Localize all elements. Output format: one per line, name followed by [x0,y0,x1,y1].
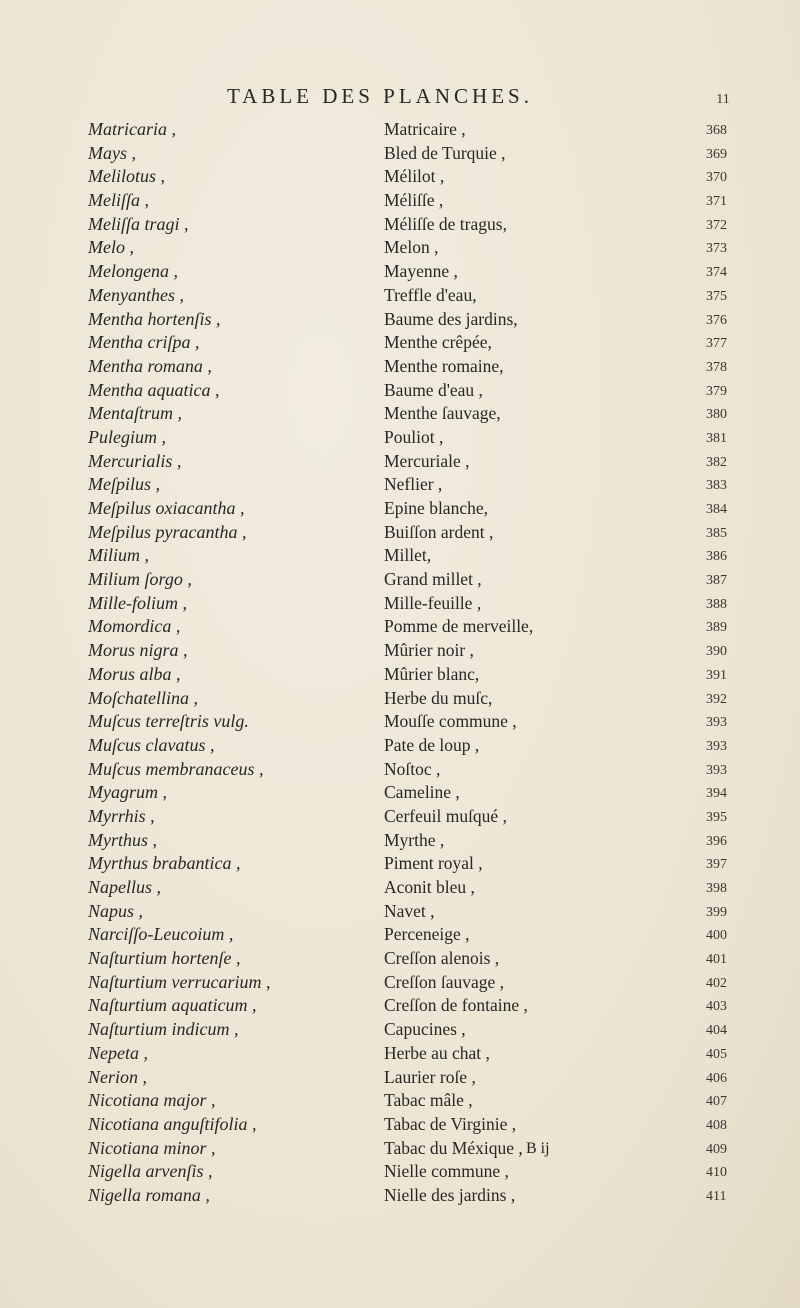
plate-number: 405 [706,1046,727,1062]
french-name: Melon , [384,237,439,258]
latin-name: Muſcus terreſtris vulg. [88,711,249,732]
latin-name: Naſturtium indicum , [88,1019,239,1040]
plate-number: 388 [706,596,727,612]
french-name: Méliſſe de tragus, [384,213,507,234]
list-item [0,1089,800,1113]
latin-name: Matricaria , [88,119,176,139]
plate-number: 393 [706,762,727,778]
plate-number: 374 [706,265,727,281]
plate-number: 399 [706,904,727,920]
list-item [0,379,800,403]
latin-name: Mercurialis , [88,450,182,471]
french-name: Capucines , [384,1019,466,1040]
latin-name: Napellus , [88,877,162,897]
latin-name: Napus , [88,900,144,921]
plate-number: 409 [706,1141,727,1157]
french-name: Grand millet , [384,569,482,590]
list-item [0,592,800,616]
latin-name: Nigella romana , [88,1184,210,1205]
list-item [0,994,800,1018]
french-name: Tabac de Virginie , [384,1113,517,1134]
list-item [0,1113,800,1137]
plate-number: 400 [706,928,727,944]
plate-number: 398 [706,881,727,896]
plate-number: 394 [706,786,727,802]
plate-number: 395 [706,809,727,825]
plate-number: 392 [706,691,727,707]
list-item [0,876,800,900]
french-name: Mille-feuille , [384,592,482,613]
latin-name: Mille-folium , [88,592,187,613]
plate-number: 403 [706,999,727,1015]
list-item [0,900,800,924]
french-name: Mayenne , [384,261,458,282]
latin-name: Melilotus , [88,166,165,187]
plate-number: 411 [706,1188,727,1204]
latin-name: Myagrum , [88,782,167,803]
list-item [0,1184,800,1208]
plate-number: 373 [706,241,727,257]
french-name: Epine blanche, [384,498,488,518]
latin-name: Mentha criſpa , [88,332,200,353]
french-name: Cerfeuil muſqué , [384,805,507,826]
list-item [0,1018,800,1042]
list-item [0,781,800,805]
plate-number: 396 [706,833,727,849]
plate-number: 384 [706,502,727,517]
french-name: Méliſſe , [384,190,444,211]
plate-number: 386 [706,549,727,565]
list-item [0,1160,800,1184]
latin-name: Morus alba , [88,663,181,684]
plate-number: 406 [706,1070,727,1086]
french-name: Creſſon ſauvage , [384,971,505,992]
latin-name: Mentha hortenſis , [88,308,221,329]
latin-name: Meliſſa tragi , [88,213,189,234]
latin-name: Milium , [88,545,149,566]
plate-number: 402 [706,975,727,991]
latin-name: Myrrhis , [88,805,155,826]
french-name: Baume d'eau , [384,379,483,400]
latin-name: Mentaſtrum , [88,403,182,424]
french-name: Aconit bleu , [384,877,475,897]
latin-name: Moſchatellina , [88,687,198,708]
french-name: Herbe du muſc, [384,687,493,708]
french-name: Bled de Turquie , [384,142,506,163]
list-item [0,544,800,568]
plate-number: 393 [706,715,727,731]
page-number: 11 [716,92,730,107]
french-name: Creſſon alenois , [384,948,500,969]
plate-number: 381 [706,430,727,446]
latin-name: Mays , [88,142,136,163]
latin-name: Morus nigra , [88,640,188,661]
latin-name: Nicotiana major , [88,1090,216,1111]
list-item [0,284,800,308]
plate-number: 380 [706,407,727,423]
plates-index-list [0,118,800,1208]
list-item [0,687,800,711]
list-item [0,947,800,971]
plate-number: 371 [706,194,727,210]
french-name: Mûrier noir , [384,640,474,661]
french-name: Cameline , [384,782,460,803]
french-name: Mûrier blanc, [384,663,480,684]
french-name: Mercuriale , [384,450,470,471]
list-item [0,639,800,663]
french-name: Pate de loup , [384,734,480,755]
plate-number: 401 [706,952,727,968]
plate-number: 369 [706,146,727,162]
plate-number: 389 [706,620,727,636]
latin-name: Menyanthes , [88,284,184,305]
french-name: Tabac mâle , [384,1090,473,1111]
plate-number: 385 [706,525,727,541]
french-name: Tabac du Méxique , [384,1137,523,1158]
latin-name: Mentha aquatica , [88,379,220,400]
list-item [0,331,800,355]
latin-name: Myrthus , [88,829,157,850]
french-name: Mélilot , [384,166,445,187]
latin-name: Milium ſorgo , [88,569,192,590]
french-name: Creſſon de fontaine , [384,995,528,1016]
french-name: Buiſſon ardent , [384,521,494,542]
list-item [0,710,800,734]
list-item [0,355,800,379]
list-item [0,260,800,284]
list-item [0,1137,800,1161]
plate-number: 379 [706,383,727,399]
list-item [0,805,800,829]
latin-name: Nepeta , [88,1042,148,1063]
plate-number: 382 [706,454,727,470]
list-item [0,450,800,474]
plate-number: 377 [706,336,727,352]
french-name: Neflier , [384,474,443,495]
french-name: Pouliot , [384,426,444,447]
french-name: Noſtoc , [384,758,441,779]
list-item [0,118,800,142]
list-item [0,497,800,521]
plate-number: 397 [706,857,727,873]
french-name: Menthe ſauvage, [384,403,501,424]
french-name: Baume des jardins, [384,308,518,329]
plate-number: 368 [706,123,727,138]
latin-name: Meliſſa , [88,190,149,211]
list-item [0,663,800,687]
plate-number: 393 [706,738,727,754]
list-item [0,923,800,947]
plate-number: 383 [706,478,727,494]
latin-name: Nigella arvenſis , [88,1161,213,1182]
plate-number: 391 [706,667,727,683]
plate-number: 376 [706,312,727,328]
latin-name: Muſcus membranaceus , [88,758,264,779]
latin-name: Naſturtium hortenſe , [88,948,241,969]
latin-name: Myrthus brabantica , [88,853,241,874]
list-item [0,521,800,545]
french-name: Piment royal , [384,853,483,874]
plate-number: 372 [706,217,727,233]
latin-name: Nicotiana anguſtifolia , [88,1113,257,1134]
list-item [0,402,800,426]
latin-name: Pulegium , [88,426,166,447]
list-item [0,971,800,995]
french-name: Millet, [384,545,432,566]
plate-number: 387 [706,573,727,589]
plate-number: 378 [706,359,727,375]
latin-name: Narciſſo-Leucoium , [88,924,234,945]
list-item [0,473,800,497]
plate-number: 404 [706,1023,727,1039]
list-item [0,1066,800,1090]
plate-number: 410 [706,1165,727,1181]
latin-name: Melo , [88,237,134,258]
french-name: Myrthe , [384,829,445,850]
list-item [0,734,800,758]
latin-name: Nicotiana minor , [88,1137,216,1158]
plate-number: 408 [706,1117,727,1133]
list-item [0,236,800,260]
french-name: Perceneige , [384,924,470,945]
french-name: Herbe au chat , [384,1042,490,1063]
plate-number: 390 [706,644,727,660]
list-item [0,142,800,166]
signature-mark: B ij [526,1140,550,1157]
list-item [0,189,800,213]
list-item [0,829,800,853]
latin-name: Muſcus clavatus , [88,734,215,755]
list-item [0,852,800,876]
list-item [0,426,800,450]
latin-name: Naſturtium aquaticum , [88,995,257,1016]
list-item [0,308,800,332]
french-name: Mouſſe commune , [384,711,517,732]
french-name: Menthe crêpée, [384,332,492,353]
french-name: Treffle d'eau, [384,284,477,305]
latin-name: Meſpilus , [88,474,160,495]
french-name: Nielle commune , [384,1161,509,1182]
list-item [0,615,800,639]
french-name: Laurier roſe , [384,1066,476,1087]
list-item [0,1042,800,1066]
latin-name: Meſpilus pyracantha , [88,521,247,542]
list-item [0,568,800,592]
list-item [0,165,800,189]
french-name: Navet , [384,900,435,921]
french-name: Matricaire , [384,119,466,139]
plate-number: 375 [706,288,727,304]
latin-name: Melongena , [88,261,178,282]
french-name: Nielle des jardins , [384,1184,516,1205]
latin-name: Momordica , [88,616,181,637]
plate-number: 370 [706,170,727,186]
latin-name: Nerion , [88,1066,148,1087]
latin-name: Naſturtium verrucarium , [88,971,271,992]
french-name: Menthe romaine, [384,355,504,376]
latin-name: Mentha romana , [88,355,212,376]
list-item [0,213,800,237]
plate-number: 407 [706,1094,727,1110]
french-name: Pomme de merveille, [384,616,534,637]
latin-name: Meſpilus oxiacantha , [88,498,245,518]
list-item [0,758,800,782]
page-title: TABLE DES PLANCHES. [227,84,533,108]
